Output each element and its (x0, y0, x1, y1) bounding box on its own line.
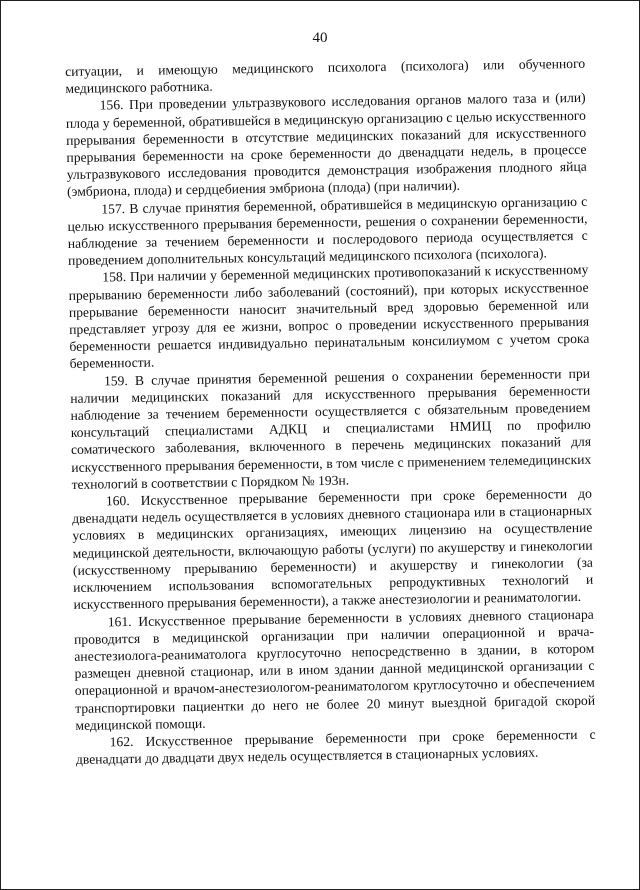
paragraph-156: 156. При проведении ультразвукового исследования органов малого таза и (или) плода у беременной, обратившейся в медицинскую организацию с целью искусственного прерывания беременности в отсутствие медицинских показаний для искусственного прерывания беременности на сроке беременности до двенадцати недель, в процессе ультразвукового исследования проводится демонстрация изображения плодного яйца (эмбриона, плода) и сердцебиения эмбриона (плода) (при наличии). (65, 90, 587, 200)
paragraph-161: 161. Искусственное прерывание беременности в условиях дневного стационара проводится в медицинской организации при наличии операционной и врача-анестезиолога-реаниматолога круглосуточно непосредственно в здании, в котором размещен дневной стационар, или в ином здании данной медицинской организации с операционной и врачом-анестезиологом-реаниматологом круглосуточно и обеспечением транспортировки пациентки до него не более 20 минут выездной бригадой скорой медицинской помощи. (73, 606, 596, 733)
paragraph-160: 160. Искусственное прерывание беременности при сроке беременности до двенадцати недель осуществляется в условиях дневного стационара или в стационарных условиях в медицинских организациях, имеющих лицензию на осуществление медицинской деятельности, включающую работы (услуги) по акушерству и гинекологии (искусственному прерыванию беременности) и акушерству и гинекологии (за исключением использования вспомогательных репродуктивных технологий и искусственного прерывания беременности), а также анестезиологии и реаниматологии. (72, 485, 594, 613)
paragraph-157: 157. В случае принятия беременной, обратившейся в медицинскую организацию с целью искусственного прерывания беременности, решения о сохранении беременности, наблюдение за течением беременности и послеродового периода осуществляется с проведением дополнительных консультаций медицинского психолога (психолога). (67, 193, 588, 269)
paragraph-162: 162. Искусственное прерывание беременности при сроке беременности с двенадцати до двадцати двух недель осуществляется в стационарных условиях. (75, 726, 596, 768)
paragraph-159: 159. В случае принятия беременной решения о сохранении беременности при наличии медицинских показаний для искусственного прерывания беременности наблюдение за течением беременности осуществляется с обязательным проведением консультаций специалистами АДКЦ и специалистами НМИЦ по профилю соматического заболевания, включенного в перечень медицинских показаний для искусственного прерывания беременности, в том числе с применением телемедицинских технологий в соответствии с Порядком № 193н. (70, 365, 592, 492)
page-number: 40 (312, 30, 328, 46)
paragraph-158: 158. При наличии у беременной медицинских противопоказаний к искусственному прерыванию беременности либо заболеваний (состояний), при которых искусственное прерывание беременности наносит значительный вред здоровью беременной или представляет угрозу для ее жизни, вопрос о проведении искусственного прерывания беременности решается индивидуально перинатальным консилиумом с учетом срока беременности. (68, 262, 590, 372)
document-body (65, 55, 596, 768)
paragraph-continuation: ситуации, и имеющую медицинского психолога (психолога) или обученного медицинского работника. (65, 55, 586, 97)
